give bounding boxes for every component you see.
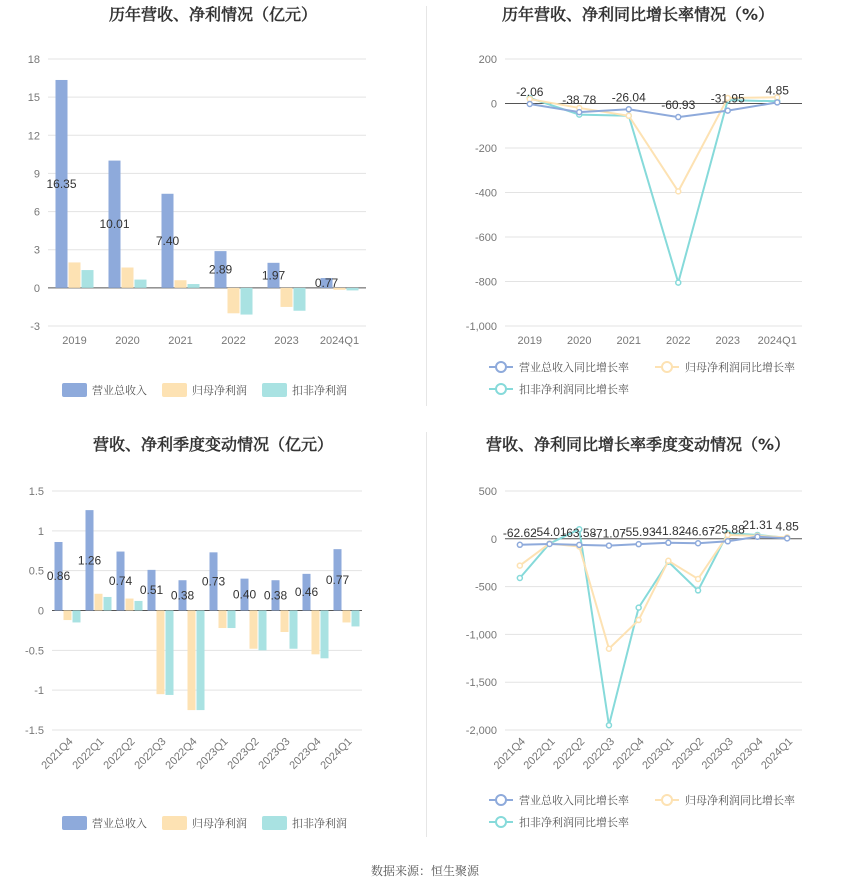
data-label: -26.04 (611, 90, 646, 105)
data-label: 21.31 (742, 517, 773, 532)
data-label: 0.51 (139, 583, 164, 598)
data-label: 16.35 (46, 176, 77, 191)
data-label: 1.97 (261, 268, 286, 283)
bar-deducted-profit (188, 284, 200, 288)
bar-net-profit (312, 611, 320, 655)
bar-deducted-profit (82, 270, 94, 288)
legend-marker (662, 795, 672, 805)
data-label: 0.77 (314, 275, 339, 290)
x-tick-label: 2022Q1 (521, 735, 558, 772)
x-tick-label: 2022Q3 (132, 735, 169, 772)
chart-title: 历年营收、净利同比增长率情况（%） (501, 5, 775, 24)
y-tick-label: 0.5 (28, 565, 44, 578)
data-label: 2.89 (208, 262, 233, 277)
x-tick-label: 2020 (115, 335, 140, 347)
data-point (577, 542, 582, 547)
bar-net-profit (219, 611, 227, 629)
chart-title: 营收、净利同比增长率季度变动情况（%） (485, 435, 791, 454)
x-tick-label: 2022Q2 (101, 735, 138, 772)
x-tick-label: 2022Q3 (580, 735, 618, 772)
legend (489, 360, 795, 396)
data-label: 0.46 (294, 585, 319, 600)
bar-deducted-profit (228, 611, 236, 629)
data-point (676, 115, 681, 120)
legend-label: 营业总收入同比增长率 (519, 795, 629, 807)
y-tick-label: 1 (37, 525, 44, 538)
legend-marker (496, 362, 506, 372)
annual-revenue-profit-panel (0, 0, 426, 420)
legend (62, 816, 347, 830)
data-label: 1.26 (77, 553, 102, 568)
x-tick-label: 2021 (168, 335, 193, 347)
legend-swatch (262, 383, 287, 397)
bar-net-profit (281, 611, 289, 633)
data-label: -63.58 (562, 525, 597, 540)
bar-deducted-profit (197, 611, 205, 711)
divider (426, 6, 427, 406)
x-tick-label: 2023Q4 (729, 735, 766, 772)
x-tick-label: 2021Q4 (39, 735, 76, 772)
y-tick-label: -200 (474, 143, 497, 155)
x-tick-label: 2023Q4 (287, 735, 324, 772)
x-tick-label: 2023 (274, 335, 299, 347)
quarterly-revenue-profit-panel (0, 420, 426, 850)
x-tick-label: 2023Q3 (256, 735, 293, 772)
data-point (577, 110, 582, 115)
data-point (517, 542, 522, 547)
y-tick-label: -600 (474, 232, 497, 244)
annual-growth-panel (427, 0, 850, 420)
y-tick-label: 200 (478, 54, 497, 66)
series-line-deducted-profit-growth (520, 526, 787, 725)
bar-net-profit (95, 594, 103, 611)
bar-deducted-profit (135, 280, 147, 288)
data-point (775, 100, 780, 105)
bar-net-profit (69, 262, 81, 287)
x-tick-label: 2024Q1 (318, 735, 355, 772)
data-point (676, 189, 681, 194)
legend-marker (662, 362, 672, 372)
bar-deducted-profit (259, 611, 267, 651)
data-point (626, 107, 631, 112)
legend-swatch (162, 383, 187, 397)
legend-swatch (62, 816, 87, 830)
data-label: 0.74 (108, 574, 133, 589)
x-tick-label: 2019 (62, 335, 87, 347)
x-tick-label: 2021Q4 (491, 735, 528, 772)
data-point (725, 539, 730, 544)
data-label: -60.93 (661, 98, 696, 113)
legend-label: 营业总收入 (92, 385, 147, 397)
x-tick-label: 2022 (666, 335, 691, 347)
x-tick-label: 2022Q1 (70, 735, 107, 772)
x-tick-label: 2023 (715, 335, 740, 347)
data-point (725, 108, 730, 113)
data-point (606, 543, 611, 548)
data-label: -2.06 (516, 84, 544, 99)
bar-net-profit (64, 611, 72, 621)
legend-marker (496, 795, 506, 805)
quarterly-growth-panel (427, 420, 850, 850)
x-tick-label: 2023Q3 (699, 735, 736, 772)
data-point (696, 576, 701, 581)
data-label: -55.93 (621, 525, 656, 540)
x-tick-label: 2022Q4 (610, 735, 647, 772)
bar-deducted-profit (294, 288, 306, 311)
bar-net-profit (343, 611, 351, 623)
y-tick-label: 0 (490, 533, 497, 546)
x-tick-label: 2022 (221, 335, 246, 347)
bar-net-profit (250, 611, 258, 649)
y-tick-label: -2,000 (465, 725, 497, 737)
y-tick-label: 0 (490, 98, 497, 111)
data-label: -71.07 (591, 526, 626, 541)
data-label: -46.67 (681, 524, 716, 539)
data-label: 10.01 (99, 217, 130, 232)
data-point (666, 540, 671, 545)
x-tick-label: 2024Q1 (319, 335, 360, 347)
x-tick-label: 2021 (616, 335, 641, 347)
y-tick-label: -1.5 (25, 725, 44, 737)
y-tick-label: -500 (474, 581, 497, 594)
legend-label: 归母净利润 (192, 818, 247, 830)
data-label: 4.85 (765, 83, 789, 98)
quarterly-growth-chart (427, 420, 850, 850)
legend-label: 归母净利润 (192, 385, 247, 397)
x-tick-label: 2023Q2 (225, 735, 262, 772)
bar-net-profit (122, 268, 134, 288)
bar-deducted-profit (347, 288, 359, 291)
x-tick-label: 2024Q1 (757, 335, 797, 347)
legend-label: 扣非净利润 (292, 818, 347, 830)
series-line-deducted-profit-growth (530, 98, 778, 283)
x-tick-label: 2020 (567, 335, 592, 347)
y-tick-label: 3 (33, 244, 40, 257)
data-label: 0.38 (263, 588, 288, 603)
data-label: 4.85 (775, 519, 799, 534)
data-point (696, 588, 701, 593)
y-tick-label: 0 (37, 605, 44, 618)
y-tick-label: -1,000 (465, 629, 497, 642)
legend-label: 营业总收入同比增长率 (519, 362, 629, 374)
bar-deducted-profit (166, 611, 174, 695)
data-point (626, 113, 631, 118)
legend-marker (496, 384, 506, 394)
x-tick-label: 2024Q1 (759, 735, 796, 772)
data-label: -38.78 (562, 93, 597, 108)
legend-label: 扣非净利润同比增长率 (519, 384, 629, 396)
y-tick-label: 1.5 (28, 486, 44, 498)
y-tick-label: 15 (27, 92, 40, 105)
data-point (527, 101, 532, 106)
legend-label: 归母净利润同比增长率 (685, 362, 795, 374)
data-point (755, 534, 760, 539)
legend-label: 营业总收入 (92, 818, 147, 830)
y-tick-label: 12 (27, 130, 40, 143)
data-source-note: 数据来源：恒生聚源 (370, 864, 479, 878)
bar-net-profit (228, 288, 240, 313)
data-label: -25.88 (710, 522, 745, 537)
bar-net-profit (157, 611, 165, 695)
data-label: -31.95 (710, 91, 745, 106)
legend-label: 扣非净利润同比增长率 (519, 817, 629, 829)
bar-deducted-profit (241, 288, 253, 315)
y-tick-label: 500 (478, 486, 497, 498)
y-tick-label: 6 (33, 206, 40, 219)
data-label: 0.77 (325, 572, 350, 587)
annual-growth-chart (427, 0, 850, 420)
divider (426, 432, 427, 837)
data-label: 0.38 (170, 588, 195, 603)
legend (489, 793, 795, 829)
y-tick-label: -1,500 (465, 677, 497, 690)
chart-title: 营收、净利季度变动情况（亿元） (92, 435, 334, 454)
data-point (696, 541, 701, 546)
data-label: 7.40 (155, 233, 180, 248)
legend-marker (496, 817, 506, 827)
data-point (606, 646, 611, 651)
data-label: -54.01 (532, 524, 567, 539)
x-tick-label: 2022Q4 (163, 735, 200, 772)
annual-revenue-profit-chart (0, 0, 426, 420)
y-tick-label: 0 (33, 282, 40, 295)
legend-label: 扣非净利润 (292, 385, 347, 397)
y-tick-label: -1,000 (465, 321, 497, 333)
y-tick-label: 9 (33, 168, 40, 181)
data-label: 0.40 (232, 587, 257, 602)
series-line-net-profit-growth (520, 535, 787, 649)
y-tick-label: -0.5 (25, 645, 44, 658)
data-point (636, 605, 641, 610)
data-point (606, 723, 611, 728)
legend-swatch (162, 816, 187, 830)
bar-deducted-profit (352, 611, 360, 627)
data-point (676, 280, 681, 285)
bar-deducted-profit (135, 601, 143, 611)
data-point (517, 575, 522, 580)
legend-swatch (62, 383, 87, 397)
bar-net-profit (188, 611, 196, 711)
legend-label: 归母净利润同比增长率 (685, 795, 795, 807)
legend (62, 383, 347, 397)
y-tick-label: -400 (474, 187, 497, 200)
y-tick-label: -1 (34, 685, 44, 698)
chart-title: 历年营收、净利情况（亿元） (108, 5, 318, 24)
data-label: -62.62 (502, 525, 537, 540)
data-point (547, 541, 552, 546)
data-label: 0.86 (46, 569, 71, 584)
x-tick-label: 2023Q1 (194, 735, 231, 772)
bar-net-profit (281, 288, 293, 307)
data-point (636, 542, 641, 547)
bar-deducted-profit (73, 611, 81, 623)
x-tick-label: 2019 (517, 335, 542, 347)
data-point (636, 618, 641, 623)
y-tick-label: 18 (27, 54, 40, 66)
x-tick-label: 2022Q2 (551, 735, 588, 772)
bar-deducted-profit (104, 597, 112, 611)
legend-swatch (262, 816, 287, 830)
bar-deducted-profit (290, 611, 298, 649)
quarterly-revenue-profit-chart (0, 420, 426, 850)
bar-net-profit (175, 280, 187, 288)
data-label: 0.73 (201, 574, 226, 589)
bar-net-profit (126, 599, 134, 611)
data-point (666, 558, 671, 563)
data-point (517, 563, 522, 568)
x-tick-label: 2023Q2 (669, 735, 707, 772)
data-label: -41.82 (651, 523, 686, 538)
y-tick-label: -800 (474, 276, 497, 289)
data-point (785, 536, 790, 541)
bar-deducted-profit (321, 611, 329, 659)
y-tick-label: -3 (30, 321, 40, 333)
x-tick-label: 2023Q1 (640, 735, 677, 772)
